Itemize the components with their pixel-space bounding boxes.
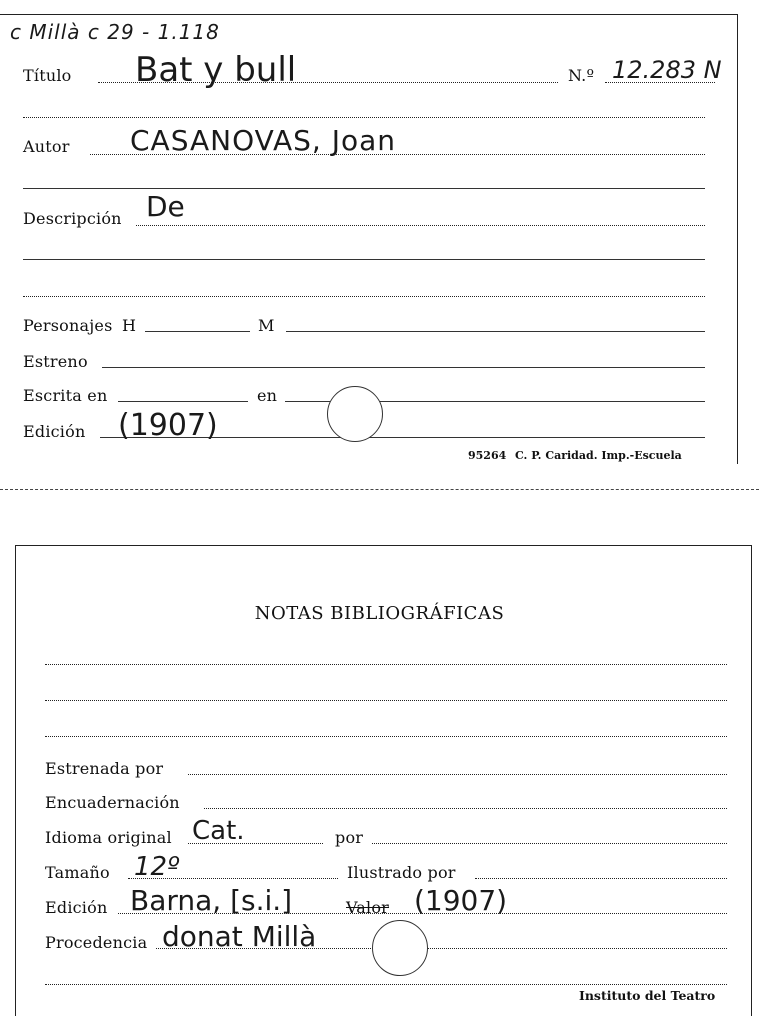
escrita-en: en xyxy=(257,386,278,405)
procedencia-value: donat Millà xyxy=(162,920,317,953)
autor-label: Autor xyxy=(23,137,70,156)
top-card-right-edge xyxy=(737,14,738,464)
estrenada-label: Estrenada por xyxy=(45,759,164,778)
numero-label: N.º xyxy=(568,66,595,85)
cut-line xyxy=(0,489,759,490)
descripcion-label: Descripción xyxy=(23,209,122,228)
procedencia-label: Procedencia xyxy=(45,933,148,952)
titulo-value: Bat y bull xyxy=(135,50,297,90)
bottom-edicion-value: Barna, [s.i.] xyxy=(130,884,293,917)
tamano-label: Tamaño xyxy=(45,863,110,882)
handwritten-header: c Millà c 29 - 1.118 xyxy=(10,20,220,44)
top-punch-hole xyxy=(327,386,383,442)
institution-name: Instituto del Teatro xyxy=(579,988,716,1003)
bottom-card-title: NOTAS BIBLIOGRÁFICAS xyxy=(254,603,505,624)
numero-value: 12.283 N xyxy=(612,56,722,84)
descripcion-value: De xyxy=(146,190,185,223)
printer-text: C. P. Caridad. Imp.-Escuela xyxy=(515,449,682,462)
escrita-label: Escrita en xyxy=(23,386,108,405)
encuadernacion-label: Encuadernación xyxy=(45,793,180,812)
personajes-m: M xyxy=(258,316,275,335)
personajes-label: Personajes xyxy=(23,316,113,335)
autor-value: CASANOVAS, Joan xyxy=(130,124,397,157)
top-card-top-edge xyxy=(0,14,738,15)
idioma-por: por xyxy=(335,828,364,847)
ilustrado-label: Ilustrado por xyxy=(347,863,456,882)
idioma-label: Idioma original xyxy=(45,828,172,847)
tamano-value: 12º xyxy=(134,852,180,882)
printer-code: 95264 xyxy=(468,449,507,462)
top-edicion-label: Edición xyxy=(23,422,86,441)
personajes-h: H xyxy=(122,316,137,335)
valor-value: (1907) xyxy=(414,884,508,917)
titulo-label: Título xyxy=(23,66,72,85)
top-edicion-value: (1907) xyxy=(118,408,218,443)
bottom-edicion-label: Edición xyxy=(45,898,108,917)
valor-label: Valor xyxy=(346,898,390,917)
idioma-value: Cat. xyxy=(192,816,245,846)
estreno-label: Estreno xyxy=(23,352,88,371)
bottom-punch-hole xyxy=(372,920,428,976)
